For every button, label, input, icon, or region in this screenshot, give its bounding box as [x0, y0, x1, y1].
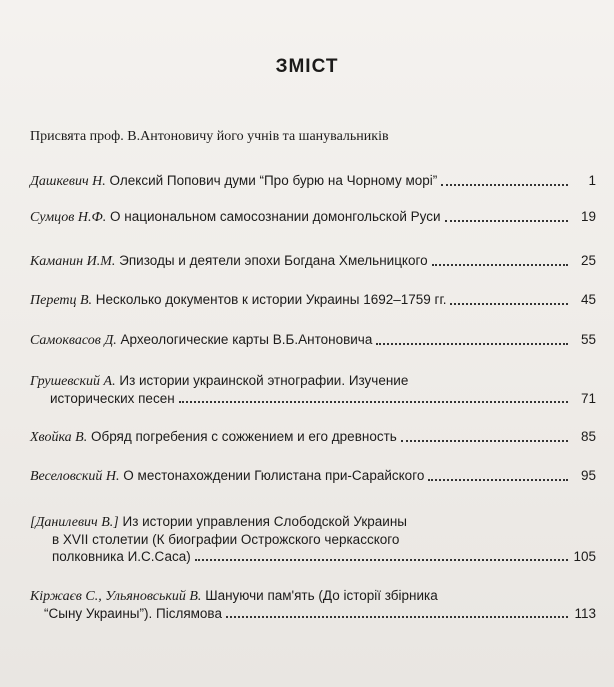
toc-author: [Данилевич В.]	[30, 515, 119, 530]
toc-title: Несколько документов к истории Украины 1692–1759 гг.	[95, 292, 447, 307]
leader-dots	[450, 303, 568, 305]
toc-entry-7	[30, 467, 596, 485]
toc-entry-8	[30, 513, 596, 565]
toc-page-number: 45	[580, 292, 596, 307]
toc-entry-9	[30, 587, 596, 622]
toc-title-continuation: “Сыну Украины”). Післямова	[44, 606, 222, 621]
toc-title: Археологические карты В.Б.Антоновича	[120, 332, 373, 347]
toc-author: Веселовский Н.	[30, 469, 120, 484]
toc-entry-6	[30, 428, 596, 446]
leader-dots	[445, 220, 568, 222]
toc-author: Кіржаєв С., Ульяновський В.	[30, 589, 202, 604]
toc-author: Перетц В.	[30, 293, 93, 308]
leader-dots	[376, 343, 568, 345]
toc-entry-0	[30, 172, 596, 190]
toc-author: Сумцов Н.Ф.	[30, 210, 107, 225]
leader-dots	[179, 401, 568, 403]
dedication-entry	[30, 128, 596, 145]
toc-page-number: 85	[580, 429, 596, 444]
toc-entry-3	[30, 291, 596, 309]
toc-author: Каманин И.М.	[30, 254, 116, 269]
toc-title-continuation: исторических песен	[50, 391, 175, 406]
dedication-text: Присвята проф. В.Антоновичу його учнів та шанувальників	[30, 129, 389, 144]
toc-page-number: 95	[580, 468, 596, 483]
leader-dots	[195, 559, 568, 561]
toc-title: О национальном самосознании домонгольской Руси	[110, 209, 441, 224]
toc-entry-1	[30, 208, 596, 226]
toc-page-number: 113	[574, 606, 596, 621]
toc-entry-4	[30, 331, 596, 349]
toc-title: Обряд погребения с сожжением и его древность	[90, 429, 397, 444]
toc-title-continuation: полковника И.С.Саса)	[52, 549, 191, 564]
toc-title: О местонахождении Гюлистана при-Сарайского	[123, 468, 425, 483]
toc-title: Из истории управления Слободской Украины	[122, 514, 408, 529]
toc-author: Дашкевич Н.	[30, 174, 106, 189]
toc-entry-2	[30, 252, 596, 270]
leader-dots	[401, 440, 568, 442]
toc-title: Шануючи пам'ять (До історії збірника	[205, 588, 438, 603]
leader-dots	[441, 184, 568, 186]
toc-page-number: 19	[580, 209, 596, 224]
toc-title: Олексий Попович думи “Про бурю на Чорному морі”	[109, 173, 438, 188]
leader-dots	[432, 264, 568, 266]
toc-page-number: 55	[580, 332, 596, 347]
toc-title: Эпизоды и деятели эпохи Богдана Хмельницкого	[119, 253, 428, 268]
toc-entry-5	[30, 372, 596, 407]
toc-page-number: 71	[580, 391, 596, 406]
leader-dots	[428, 479, 568, 481]
page-title: ЗМІСТ	[275, 56, 339, 77]
leader-dots	[226, 616, 568, 618]
toc-page-number: 105	[573, 549, 596, 564]
toc-page-number: 1	[588, 173, 596, 188]
toc-title-continuation: в XVII столетии (К биографии Острожского черкасского	[52, 532, 400, 547]
toc-author: Хвойка В.	[30, 430, 88, 445]
toc-page-number: 25	[580, 253, 596, 268]
toc-author: Самоквасов Д.	[30, 333, 117, 348]
toc-author: Грушевский А.	[30, 374, 116, 389]
toc-title: Из истории украинской этнографии. Изучение	[119, 373, 409, 388]
